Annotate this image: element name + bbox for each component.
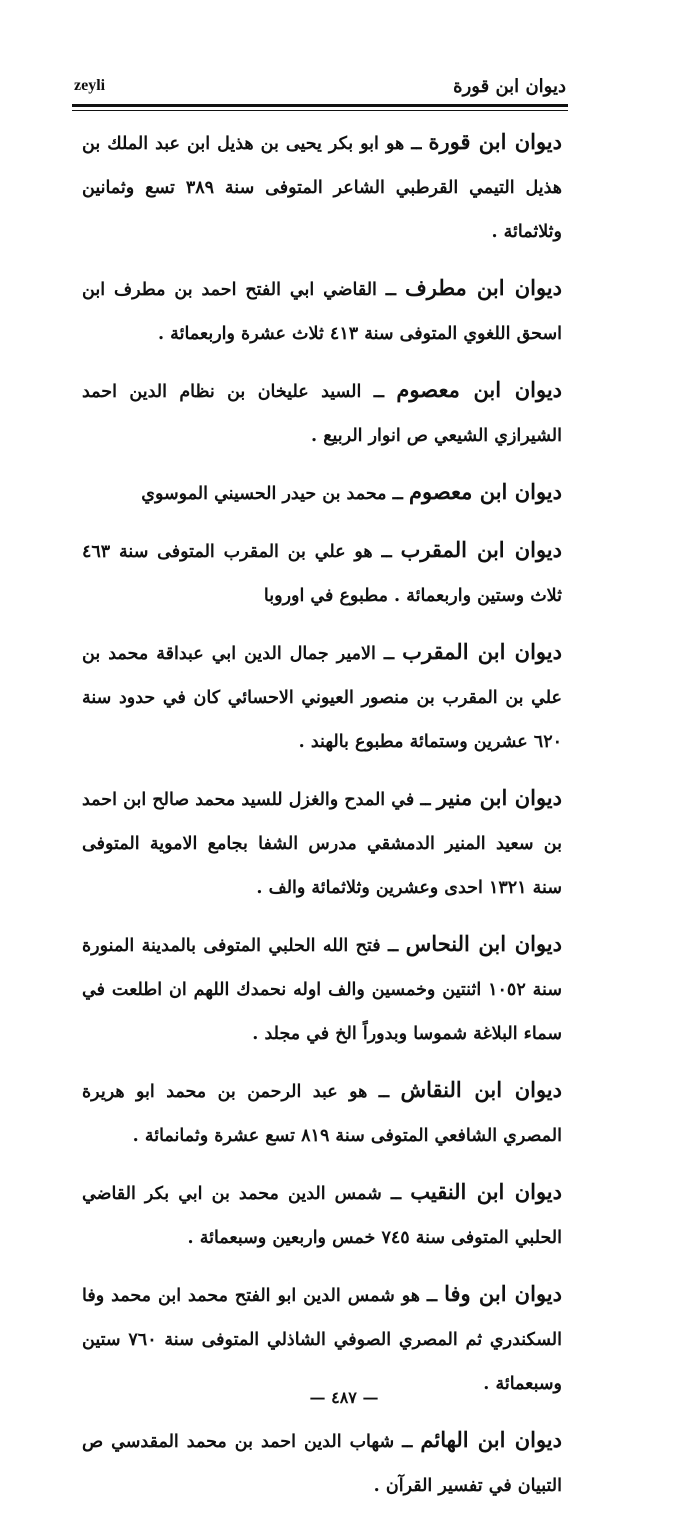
entries-list [82,120,562,1520]
entry-4 [82,470,562,516]
entry-title: ديوان ابن وفا [444,1281,562,1306]
entry-title: ديوان ابن المقرب [400,537,562,562]
entry-body: ــ هو ابو بكر يحيى بن هذيل ابن عبد الملك بن هذيل التيمي القرطبي الشاعر المتوفى سنة ٣٨٩ تسع وثمانين وثلاثمائة . [82,134,562,242]
entry-title: ديوان ابن قورة [428,129,562,154]
entry-body: ــ محمد بن حيدر الحسيني الموسوي [141,484,409,504]
page-header [74,74,566,98]
entry-3 [82,368,562,458]
entry-11 [82,1272,562,1406]
entry-body: ــ الامير جمال الدين ابي عبداقة محمد بن علي بن المقرب بن منصور العيوني الاحسائي كان في حدود سنة ٦٢٠ عشرين وستمائة مطبوع بالهند . [82,644,562,752]
entry-9 [82,1068,562,1158]
entry-body: ــ في المدح والغزل للسيد محمد صالح ابن احمد بن سعيد المنير الدمشقي مدرس الشفا بجامع الاموية المتوفى سنة ١٣٢١ احدى وعشرين وثلاثمائة والف . [82,790,562,898]
entry-1 [82,120,562,254]
entry-body: ــ شمس الدين محمد بن ابي بكر القاضي الحلبي المتوفى سنة ٧٤٥ خمس واربعين وسبعمائة . [82,1184,562,1248]
entry-12 [82,1418,562,1508]
entry-body: ــ السيد عليخان بن نظام الدين احمد الشيرازي الشيعي ص انوار الربيع . [82,382,562,446]
entry-5 [82,528,562,618]
entry-title: ديوان ابن منير [436,785,562,810]
header-rule-thin [72,110,568,111]
entry-7 [82,776,562,910]
header-left-text: zeyli [74,77,106,94]
entry-6 [82,630,562,764]
entry-title: ديوان ابن المقرب [402,639,562,664]
entry-title: ديوان ابن معصوم [396,377,563,402]
entry-body: ــ هو شمس الدين ابو الفتح محمد ابن محمد وفا السكندري ثم المصري الصوفي الشاذلي المتوفى سنة ٧٦٠ ستين وسبعمائة . [82,1286,563,1394]
entry-title: ديوان ابن النحاس [405,931,562,956]
entry-body: ــ شهاب الدين احمد بن محمد المقدسي ص التبيان في تفسير القرآن . [82,1432,562,1496]
entry-title: ديوان ابن النقيب [410,1179,562,1204]
entry-title: ديوان ابن الهائم [420,1427,562,1452]
entry-title: ديوان ابن معصوم [408,479,562,504]
entry-2 [82,266,562,356]
entry-body: ــ القاضي ابي الفتح احمد بن مطرف ابن اسحق اللغوي المتوفى سنة ٤١٣ ثلاث عشرة واربعمائة . [82,280,562,344]
entry-title: ديوان ابن النقاش [400,1077,562,1102]
entry-title: ديوان ابن مطرف [404,275,562,300]
entry-body: ــ فتح الله الحلبي المتوفى بالمدينة المنورة سنة ١٠٥٢ اثنتين وخمسين والف اوله نحمدك اللهم ان اطلعت في سماء البلاغة شموسا وبدوراً الخ في مجلد . [82,936,562,1044]
page-number: — ٤٨٧ — [309,1388,379,1407]
entry-10 [82,1170,562,1260]
running-title: ديوان ابن قورة [453,75,566,97]
entry-body: ــ هو عبد الرحمن بن محمد ابو هريرة المصري الشافعي المتوفى سنة ٨١٩ تسع عشرة وثمانمائة . [82,1082,562,1146]
entry-body: ــ هو علي بن المقرب المتوفى سنة ٤٦٣ ثلاث وستين واربعمائة . مطبوع في اوروبا [82,542,562,606]
entry-8 [82,922,562,1056]
header-rule-thick [72,104,568,107]
